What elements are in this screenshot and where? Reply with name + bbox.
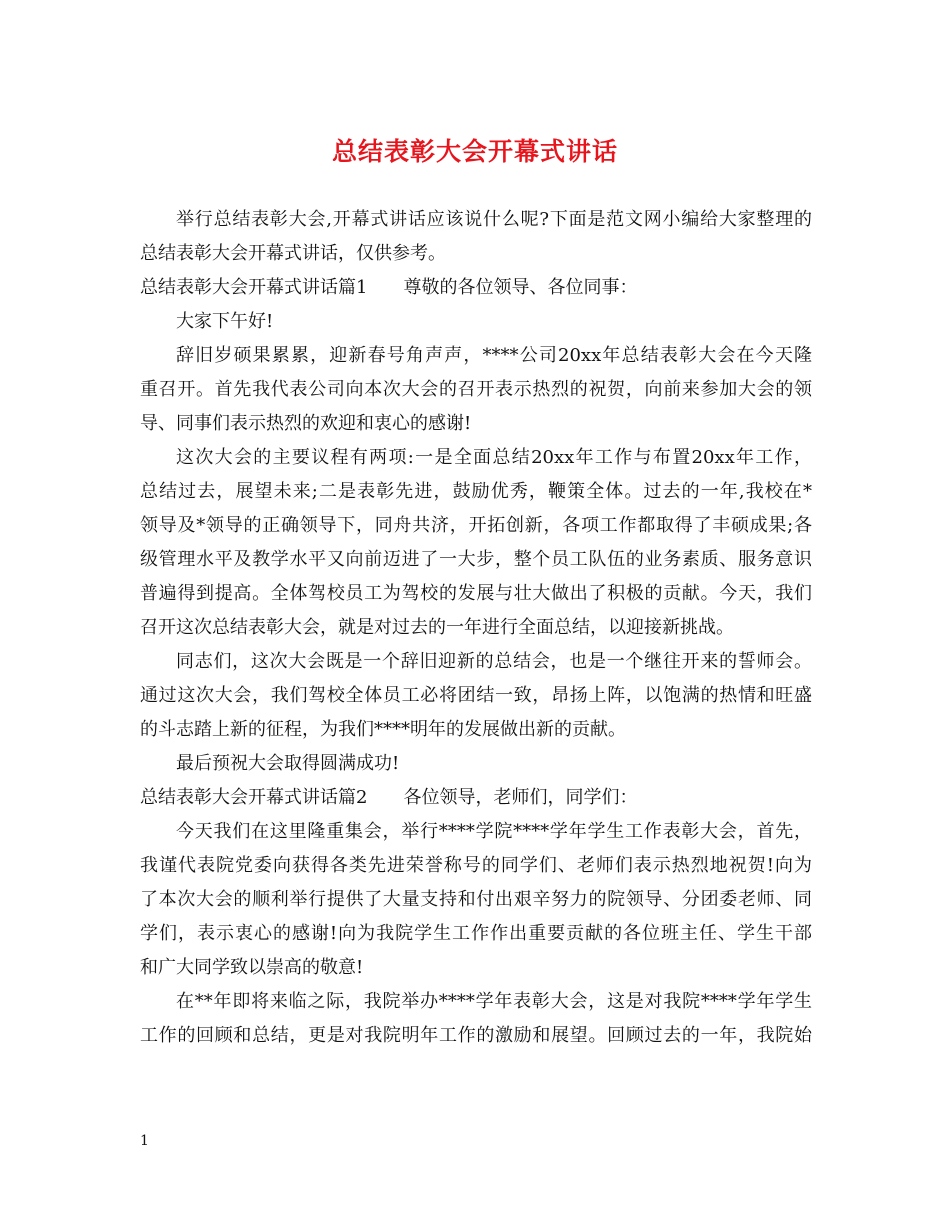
text-line: 级管理水平及教学水平又向前迈进了一大步，整个员工队伍的业务素质、服务意识 <box>140 549 812 570</box>
text-line: 领导及*领导的正确领导下，同舟共济，开拓创新，各项工作都取得了丰硕成果;各 <box>140 515 812 536</box>
page-number: 1 <box>140 1133 149 1149</box>
text-line: 通过这次大会，我们驾校全体员工必将团结一致，昂扬上阵，以饱满的热情和旺盛 <box>140 685 812 706</box>
document-title: 总结表彰大会开幕式讲话 <box>331 137 618 166</box>
text-line: 总结过去，展望未来;二是表彰先进，鼓励优秀，鞭策全体。过去的一年,我校在* <box>140 481 812 502</box>
document-body <box>140 203 812 1053</box>
text-line: 这次大会的主要议程有两项:一是全面总结20xx年工作与布置20xx年工作， <box>176 447 812 468</box>
text-line: 工作的回顾和总结，更是对我院明年工作的激励和展望。回顾过去的一年，我院始 <box>140 1025 812 1046</box>
text-line: 总结表彰大会开幕式讲话篇2 各位领导，老师们，同学们： <box>140 787 638 808</box>
text-line: 召开这次总结表彰大会，就是对过去的一年进行全面总结，以迎接新挑战。 <box>140 617 734 638</box>
text-line: 今天我们在这里隆重集会，举行****学院****学年学生工作表彰大会，首先， <box>176 821 812 842</box>
text-line: 大家下午好! <box>176 311 274 332</box>
text-line: 同志们，这次大会既是一个辞旧迎新的总结会，也是一个继往开来的誓师会。 <box>176 651 812 672</box>
text-line: 总结表彰大会开幕式讲话篇1 尊敬的各位领导、各位同事： <box>140 277 638 298</box>
text-line: 最后预祝大会取得圆满成功! <box>176 753 400 774</box>
text-line: 的斗志踏上新的征程，为我们****明年的发展做出新的贡献。 <box>140 719 626 740</box>
text-line: 导、同事们表示热烈的欢迎和衷心的感谢! <box>140 413 472 434</box>
text-line: 我谨代表院党委向获得各类先进荣誉称号的同学们、老师们表示热烈地祝贺!向为 <box>140 855 812 876</box>
text-line: 学们，表示衷心的感谢!向为我院学生工作作出重要贡献的各位班主任、学生干部 <box>140 923 812 944</box>
text-line: 重召开。首先我代表公司向本次大会的召开表示热烈的祝贺，向前来参加大会的领 <box>140 379 812 400</box>
text-line: 在**年即将来临之际，我院举办****学年表彰大会，这是对我院****学年学生 <box>176 991 812 1012</box>
text-line: 普遍得到提高。全体驾校员工为驾校的发展与壮大做出了积极的贡献。今天，我们 <box>140 583 812 604</box>
text-line: 举行总结表彰大会,开幕式讲话应该说什么呢?下面是范文网小编给大家整理的 <box>176 209 812 230</box>
text-line: 了本次大会的顺利举行提供了大量支持和付出艰辛努力的院领导、分团委老师、同 <box>140 889 812 910</box>
text-line: 和广大同学致以崇高的敬意! <box>140 957 364 978</box>
text-line: 总结表彰大会开幕式讲话，仅供参考。 <box>140 243 446 264</box>
text-line: 辞旧岁硕果累累，迎新春号角声声，****公司20xx年总结表彰大会在今天隆 <box>176 345 812 366</box>
